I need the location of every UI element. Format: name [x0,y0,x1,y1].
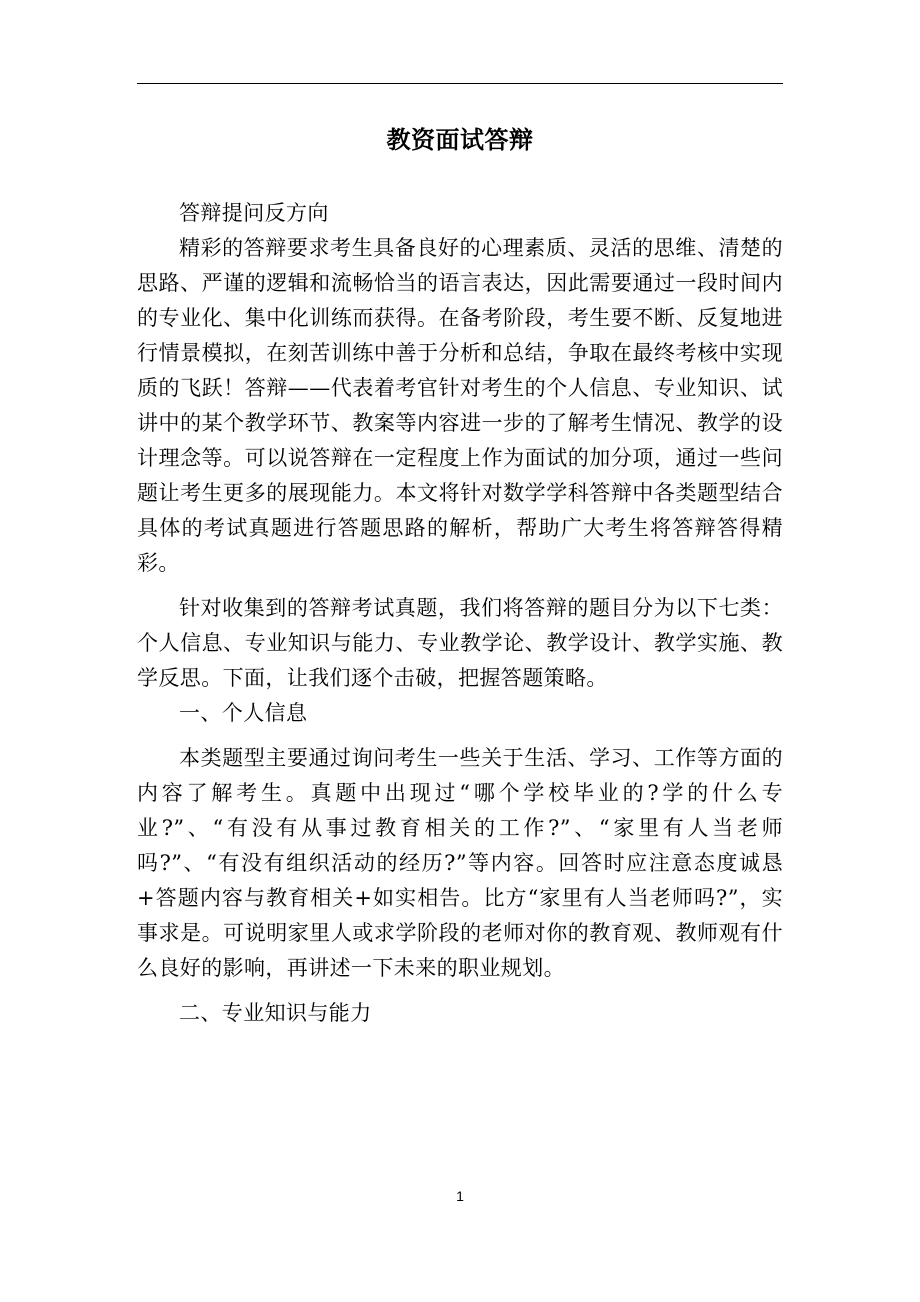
paragraph-personal-info: 本类题型主要通过询问考生一些关于生活、学习、工作等方面的内容了解考生。真题中出现过“哪个学校毕业的?学的什么专业?”、“有没有从事过教育相关的工作?”、“家里有人当老师吗?”、“有没有组织活动的经历?”等内容。回答时应注意态度诚恳+答题内容与教育相关+如实相告。比方“家里有人当老师吗?”，实事求是。可说明家里人或求学阶段的老师对你的教育观、教师观有什么良好的影响，再讲述一下未来的职业规划。 [137,746,783,980]
paragraph-subtitle: 答辩提问反方向 [179,201,329,225]
paragraph-categories: 针对收集到的答辩考试真题，我们将答辩的题目分为以下七类：个人信息、专业知识与能力、专业教学论、教学设计、教学实施、教学反思。下面，让我们逐个击破，把握答题策略。 [137,596,783,690]
paragraph-intro: 精彩的答辩要求考生具备良好的心理素质、灵活的思维、清楚的思路、严谨的逻辑和流畅恰当的语言表达，因此需要通过一段时间内的专业化、集中化训练而获得。在备考阶段，考生要不断、反复地进行情景模拟，在刻苦训练中善于分析和总结，争取在最终考核中实现质的飞跃！答辩——代表着考官针对考生的个人信息、专业知识、试讲中的某个教学环节、教案等内容进一步的了解考生情况、教学的设计理念等。可以说答辩在一定程度上作为面试的加分项，通过一些问题让考生更多的展现能力。本文将针对数学学科答辩中各类题型结合具体的考试真题进行答题思路的解析，帮助广大考生将答辩答得精彩。 [137,236,783,575]
section-heading-professional-knowledge: 二、专业知识与能力 [179,1001,372,1025]
document-body [137,196,783,1031]
section-heading-personal-info: 一、个人信息 [179,701,308,725]
header-rule [137,83,783,84]
page-number: 1 [456,1188,464,1204]
document-title: 教资面试答辩 [386,125,534,154]
